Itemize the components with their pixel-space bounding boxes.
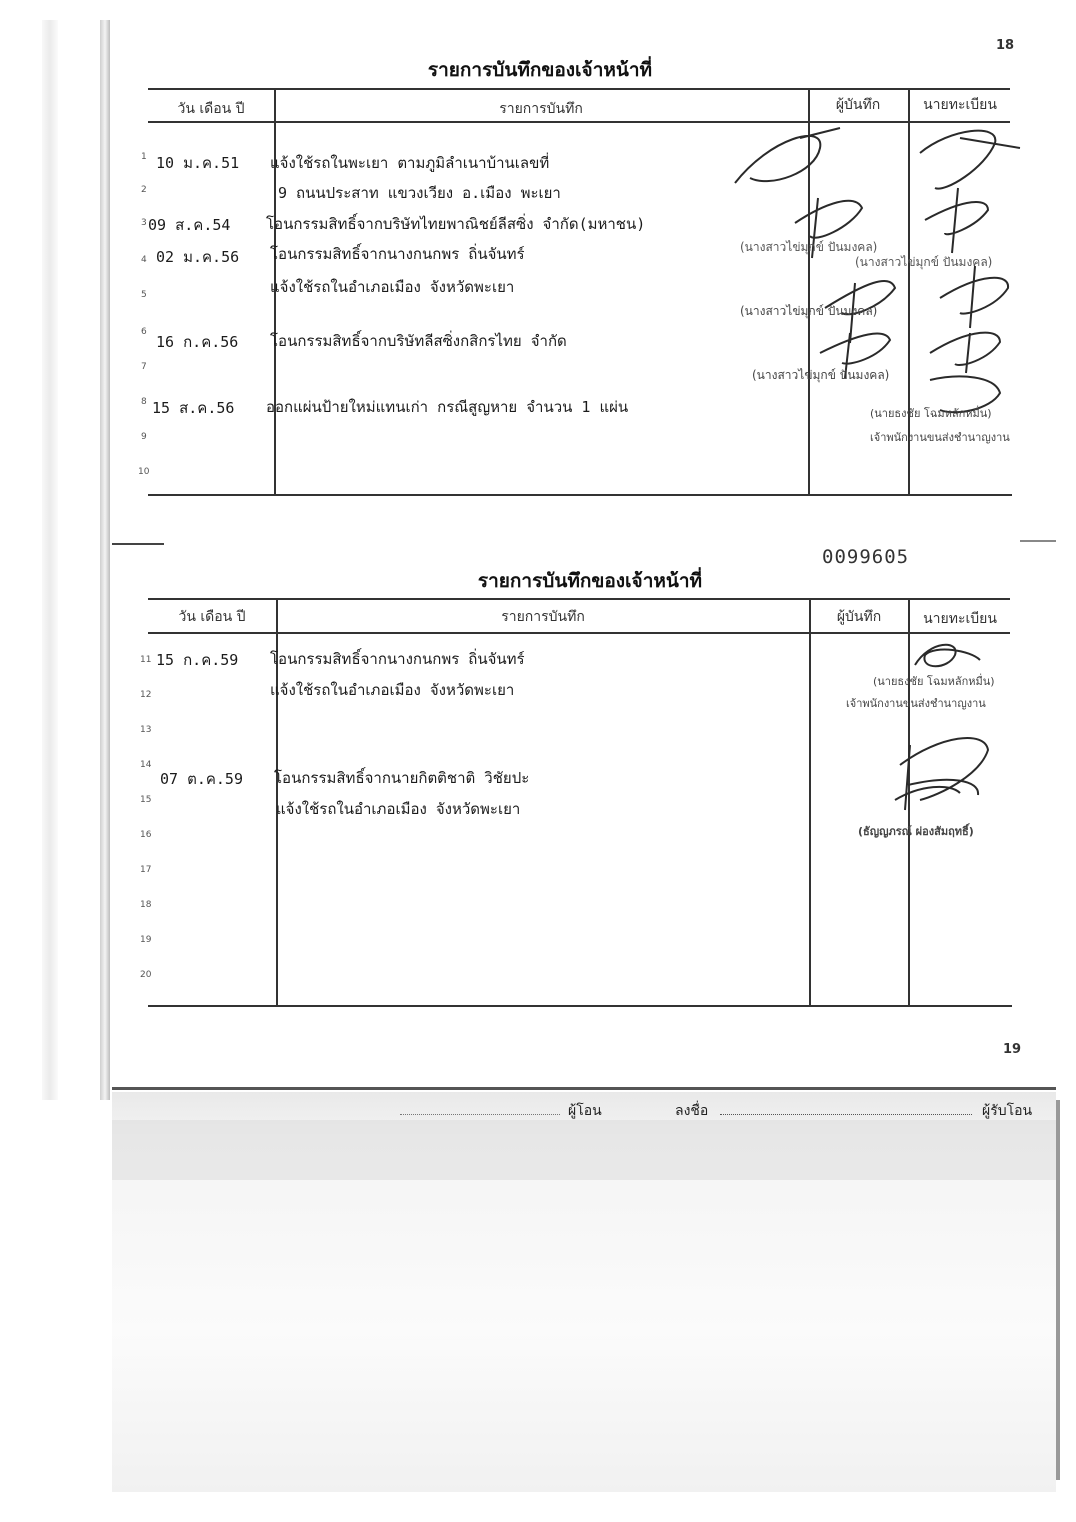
entry-text: แจ้งใช้รถในพะเยา ตามภูมิลำเนาบ้านเลขที่ <box>270 154 550 172</box>
signature-name-6: (นายธงชัย โฉมหลักหมื่น) <box>873 675 995 688</box>
signature-name-2: (นางสาวไข่มุกข์ ปันมงคล) <box>855 255 993 269</box>
entry-text: แจ้งใช้รถในอำเภอเมือง จังหวัดพะเยา <box>270 681 515 699</box>
page-bottom-edge <box>112 1087 1056 1090</box>
row-number: 14 <box>140 760 152 770</box>
table1-top-rule <box>148 88 1010 90</box>
row-number: 12 <box>140 690 152 700</box>
row-number: 7 <box>141 362 147 372</box>
row-number: 20 <box>140 970 152 980</box>
page-join-mark-right <box>1020 540 1056 542</box>
table2-bottom-rule <box>148 1005 1012 1007</box>
header-entry: รายการบันทึก <box>499 101 583 117</box>
scan-band <box>112 1120 1056 1180</box>
section2-title: รายการบันทึกของเจ้าหน้าที่ <box>477 570 703 592</box>
entry-date: 10 ม.ค.51 <box>156 154 240 172</box>
signature-scribbles-section1 <box>730 118 1030 438</box>
header-registrar: นายทะเบียน <box>923 611 997 627</box>
row-number: 18 <box>140 900 152 910</box>
row-number: 5 <box>141 290 147 300</box>
row-number: 6 <box>141 327 147 337</box>
row-number: 13 <box>140 725 152 735</box>
section1-title: รายการบันทึกของเจ้าหน้าที่ <box>427 59 653 81</box>
entry-date: 09 ส.ค.54 <box>148 216 231 234</box>
scan-binding-shadow <box>42 20 58 1100</box>
entry-text: โอนกรรมสิทธิ์จากบริษัทไทยพาณิชย์ลีสซิ่ง จำกัด(มหาชน) <box>266 215 646 233</box>
entry-date: 15 ส.ค.56 <box>152 399 235 417</box>
footer-transferee-label: ผู้รับโอน <box>982 1103 1033 1119</box>
row-number: 4 <box>141 255 147 265</box>
entry-text: โอนกรรมสิทธิ์จากนางกนกพร ถิ่นจันทร์ <box>270 650 525 668</box>
serial-number: 0099605 <box>822 546 910 568</box>
header-date: วัน เดือน ปี <box>178 609 246 625</box>
signature-title: เจ้าพนักงานขนส่งชำนาญงาน <box>870 431 1010 444</box>
footer-signature-line <box>720 1114 972 1115</box>
header-recorder: ผู้บันทึก <box>836 609 882 625</box>
row-number: 1 <box>141 152 147 162</box>
entry-text: แจ้งใช้รถในอำเภอเมือง จังหวัดพะเยา <box>270 278 515 296</box>
signature-name-1: (นางสาวไข่มุกข์ ปันมงคล) <box>740 240 878 254</box>
signature-title-2: เจ้าพนักงานขนส่งชำนาญงาน <box>846 697 986 710</box>
table2-col-divider-2 <box>809 598 811 1007</box>
row-number: 9 <box>141 432 147 442</box>
page-number-bottom: 19 <box>1003 1042 1022 1057</box>
right-edge-line <box>1056 1100 1060 1480</box>
row-number: 17 <box>140 865 152 875</box>
table1-bottom-rule <box>148 494 1012 496</box>
row-number: 16 <box>140 830 152 840</box>
entry-text: แจ้งใช้รถในอำเภอเมือง จังหวัดพะเยา <box>276 800 521 818</box>
row-number: 19 <box>140 935 152 945</box>
entry-text: โอนกรรมสิทธิ์จากบริษัทลีสซิ่งกสิกรไทย จำกัด <box>270 332 567 350</box>
header-date: วัน เดือน ปี <box>177 101 245 117</box>
entry-date: 15 ก.ค.59 <box>156 651 239 669</box>
signature-name-7: (ธัญญภรณ์ ผ่องสัมฤทธิ์) <box>858 825 974 838</box>
header-registrar: นายทะเบียน <box>923 97 997 113</box>
signature-name-4: (นางสาวไข่มุกข์ ปันมงคล) <box>752 368 890 382</box>
footer-sign-label: ลงชื่อ <box>675 1103 709 1119</box>
entry-text: ออกแผ่นป้ายใหม่แทนเก่า กรณีสูญหาย จำนวน 1 แผ่น <box>266 398 629 416</box>
header-recorder: ผู้บันทึก <box>835 97 881 113</box>
signature-name-5: (นายธงชัย โฉมหลักหมื่น) <box>870 407 992 420</box>
row-number: 3 <box>141 218 147 228</box>
header-entry: รายการบันทึก <box>501 609 585 625</box>
entry-text: โอนกรรมสิทธิ์จากนางกนกพร ถิ่นจันทร์ <box>270 245 525 263</box>
footer-transferor-line <box>400 1114 560 1115</box>
entry-date: 02 ม.ค.56 <box>156 248 240 266</box>
row-number: 15 <box>140 795 152 805</box>
row-number: 11 <box>140 655 152 665</box>
entry-text: โอนกรรมสิทธิ์จากนายกิตติชาติ วิชัยปะ <box>274 769 530 787</box>
row-number: 10 <box>138 467 150 477</box>
row-number: 8 <box>141 397 147 407</box>
entry-date: 16 ก.ค.56 <box>156 333 239 351</box>
page-join-mark <box>112 543 164 545</box>
signature-name-3: (นางสาวไข่มุกข์ ปันมงคล) <box>740 304 878 318</box>
page-number-top: 18 <box>996 38 1015 53</box>
entry-text: 9 ถนนประสาท แขวงเวียง อ.เมือง พะเยา <box>278 184 561 202</box>
row-number: 2 <box>141 185 147 195</box>
footer-transferor-label: ผู้โอน <box>568 1103 602 1119</box>
entry-date: 07 ต.ค.59 <box>160 770 243 788</box>
binding-edge <box>100 20 110 1100</box>
